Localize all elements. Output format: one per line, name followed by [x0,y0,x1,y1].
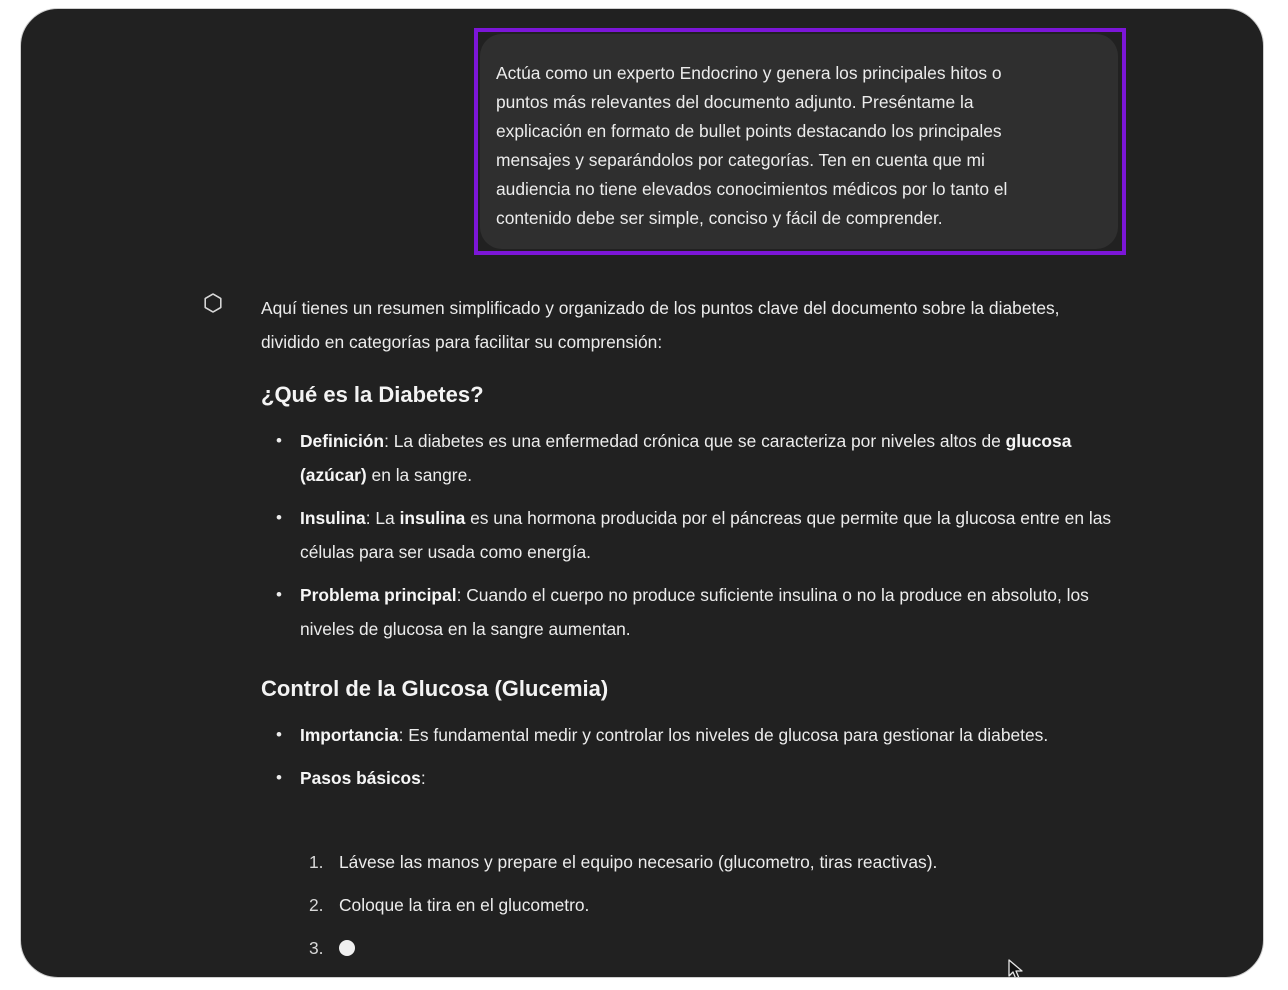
item-text: : La diabetes es una enfermedad crónica que se caracteriza por niveles altos de [384,431,1006,451]
user-message-line: contenido debe ser simple, conciso y fácil de comprender. [496,208,943,228]
list-item [261,578,1121,646]
item-label: Insulina [300,508,366,528]
what-is-diabetes-list [261,424,1121,655]
item-text: es una hormona producida por el páncreas que permite que la glucosa entre en las células para ser usada como energía. [300,508,1112,562]
section-heading-what-is-diabetes: ¿Qué es la Diabetes? [261,382,484,407]
section-heading-glucose-control: Control de la Glucosa (Glucemia) [261,676,609,701]
chat-window [20,8,1264,978]
item-label: Problema principal [300,585,457,605]
step-number: 1. [309,852,324,872]
bullet-icon: • [276,585,282,604]
step-number: 2. [309,895,324,915]
item-text: : La [365,508,400,528]
basic-steps-list [261,845,1121,974]
user-message-line: audiencia no tiene elevados conocimientos médicos por lo tanto el [496,179,1008,199]
bullet-icon: • [276,725,282,744]
item-bold-inline: glucosa (azúcar) [300,431,1072,485]
item-text: : Cuando el cuerpo no produce suficiente insulina o no la produce en absoluto, los niveles de glucosa en la sangre aumentan. [300,585,1089,639]
item-label: Importancia [300,725,399,745]
list-item [261,718,1121,752]
bullet-icon: • [276,431,282,450]
item-label: Definición [300,431,385,451]
bullet-icon: • [276,768,282,787]
bullet-icon: • [276,508,282,527]
step-number: 3. [309,938,324,958]
step-text: Coloque la tira en el glucometro. [339,895,590,915]
openai-logo-icon [201,291,225,315]
item-label: Pasos básicos [300,768,421,788]
user-message-bubble [480,34,1118,249]
item-text: : Es fundamental medir y controlar los niveles de glucosa para gestionar la diabetes. [398,725,1049,745]
item-text: en la sangre. [366,465,473,485]
typing-indicator-icon [339,940,355,956]
user-message-line: puntos más relevantes del documento adjunto. Preséntame la [496,92,974,112]
item-bold-inline: insulina [399,508,466,528]
step-item [261,931,1121,965]
glucose-control-list [261,718,1121,804]
user-message-line: Actúa como un experto Endocrino y genera los principales hitos o [496,63,1002,83]
user-message-line: mensajes y separándolos por categorías. Ten en cuenta que mi [496,150,985,170]
list-item [261,424,1121,492]
assistant-intro-text: Aquí tienes un resumen simplificado y organizado de los puntos clave del documento sobre la diabetes, dividido en categorías para facilitar su comprensión: [261,298,1060,352]
step-item [261,845,1121,879]
step-item [261,888,1121,922]
user-message-line: explicación en formato de bullet points destacando los principales [496,121,1002,141]
item-text: : [420,768,426,788]
list-item [261,761,1121,795]
mouse-pointer-icon [1007,959,1027,978]
step-text: Lávese las manos y prepare el equipo necesario (glucometro, tiras reactivas). [339,852,938,872]
list-item [261,501,1121,569]
